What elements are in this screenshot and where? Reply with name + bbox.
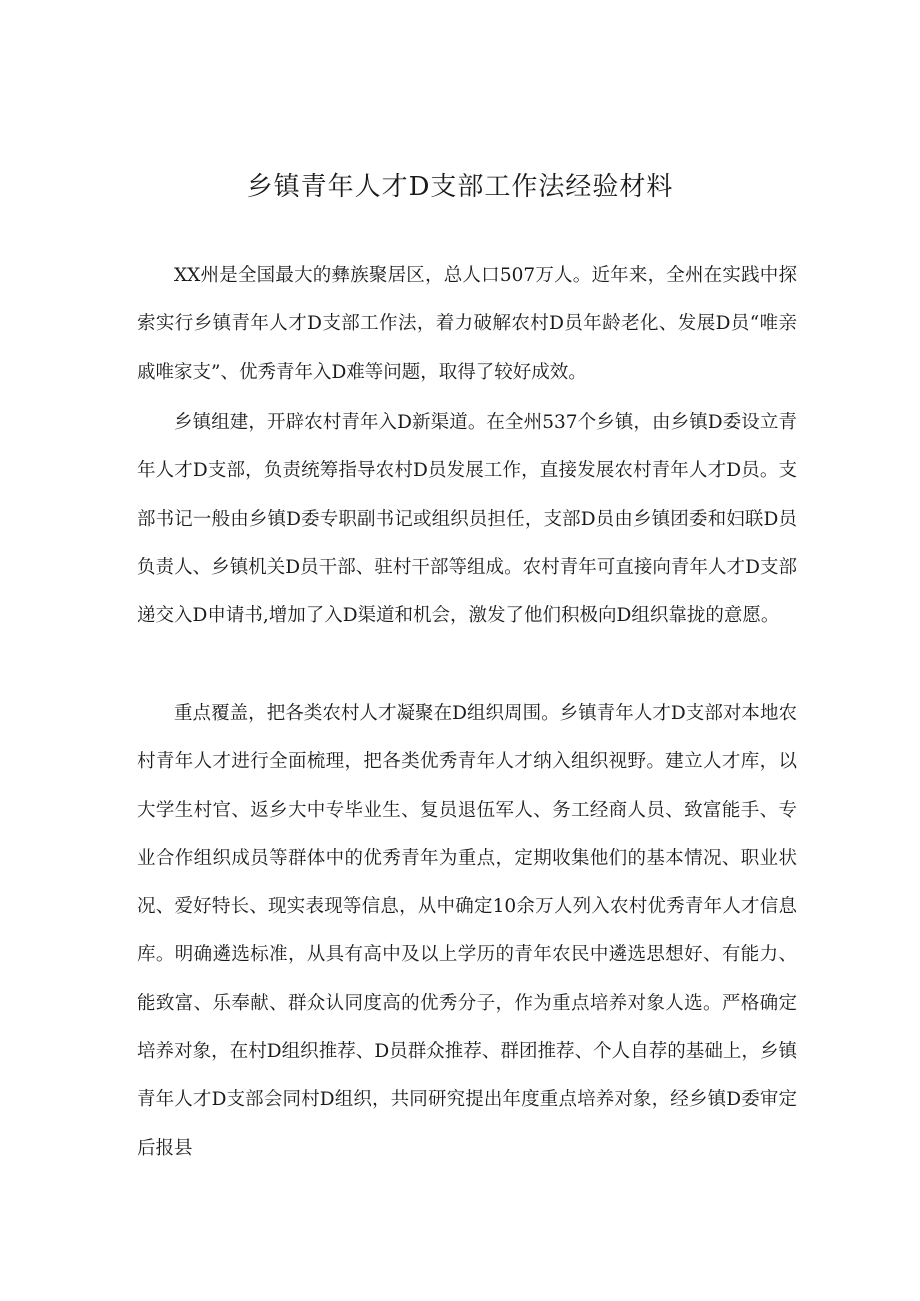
paragraph-key-coverage: 重点覆盖，把各类农村人才凝聚在D组织周围。乡镇青年人才D支部对本地农村青年人才进行全面梳理，把各类优秀青年人才纳入组织视野。建立人才库，以大学生村官、返乡大中专毕业生、复员退伍军人、务工经商人员、致富能手、专业合作组织成员等群体中的优秀青年为重点，定期收集他们的基本情况、职业状况、爱好特长、现实表现等信息，从中确定10余万人列入农村优秀青年人才信息库。明确遴选标准，从具有高中及以上学历的青年农民中遴选思想好、有能力、能致富、乐奉献、群众认同度高的优秀分子，作为重点培养对象人选。严格确定培养对象，在村D组织推荐、D员群众推荐、群团推荐、个人自荐的基础上，乡镇青年人才D支部会同村D组织，共同研究提出年度重点培养对象，经乡镇D委审定后报县 xyxy=(137,703,797,1159)
paragraph-township-branch: 乡镇组建，开辟农村青年入D新渠道。在全州537个乡镇，由乡镇D委设立青年人才D支部，负责统筹指导农村D员发展工作，直接发展农村青年人才D员。支部书记一般由乡镇D委专职副书记或组织员担任，支部D员由乡镇团委和妇联D员负责人、乡镇机关D员干部、驻村干部等组成。农村青年可直接向青年人才D支部递交入D申请书,增加了入D渠道和机会，激发了他们积极向D组织靠拢的意愿。 xyxy=(137,412,797,627)
paragraph-intro: XX州是全国最大的彝族聚居区，总人口507万人。近年来，全州在实践中探索实行乡镇青年人才D支部工作法，着力破解农村D员年龄老化、发展D员“唯亲戚唯家支”、优秀青年入D难等问题，取得了较好成效。 xyxy=(137,265,797,383)
document-title: 乡镇青年人才D支部工作法经验材料 xyxy=(246,172,674,202)
